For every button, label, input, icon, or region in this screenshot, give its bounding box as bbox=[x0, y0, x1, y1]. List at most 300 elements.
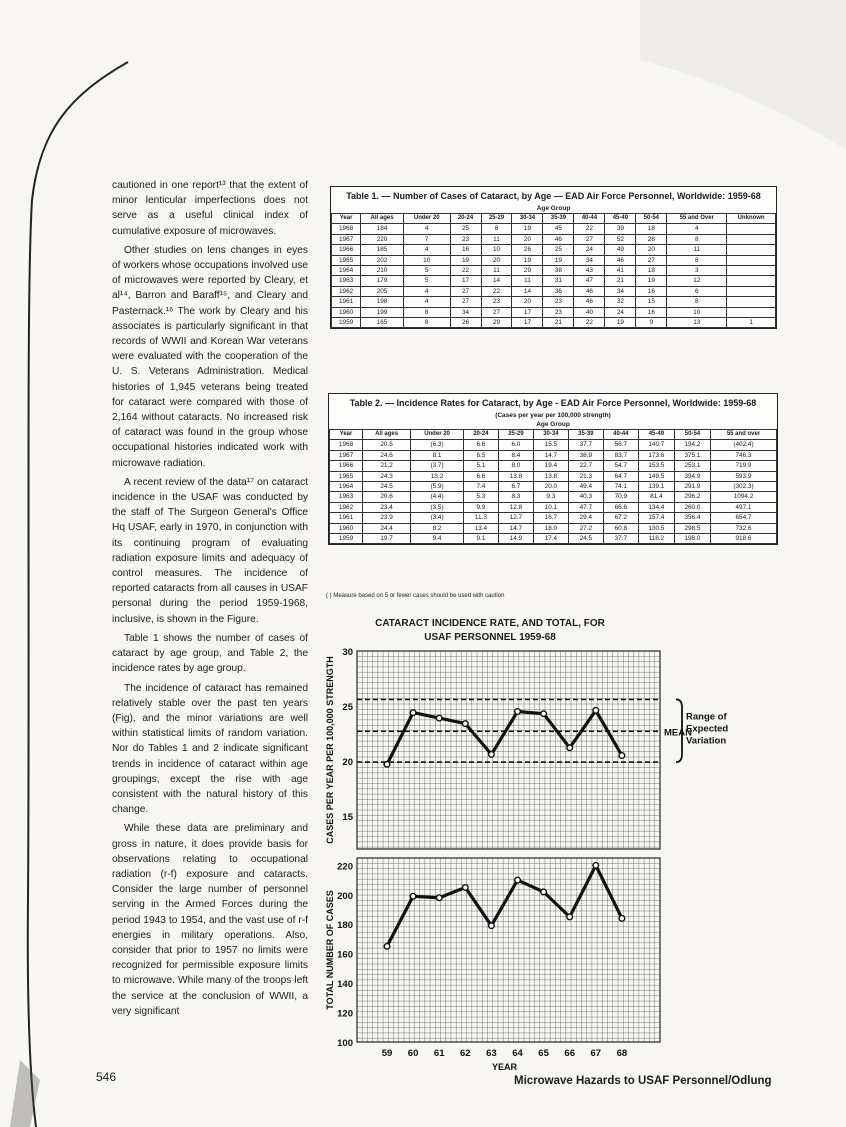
table-cell: 1963 bbox=[332, 276, 361, 286]
data-point bbox=[567, 914, 573, 920]
table-cell: 49 bbox=[605, 245, 636, 255]
table-cell: 19 bbox=[450, 255, 481, 265]
table-cell: 11.3 bbox=[463, 513, 498, 523]
table-cell: 1963 bbox=[330, 492, 363, 502]
table-cell: 46 bbox=[605, 255, 636, 265]
table-cell: 1965 bbox=[332, 255, 361, 265]
data-point bbox=[489, 752, 495, 758]
x-tick-label: 63 bbox=[486, 1048, 497, 1059]
data-point bbox=[489, 923, 495, 929]
data-point bbox=[410, 710, 416, 716]
table-cell: 1962 bbox=[332, 286, 361, 296]
y-tick-label: 20 bbox=[342, 757, 353, 768]
table-cell: 27.2 bbox=[568, 523, 603, 533]
table-cell: 1960 bbox=[332, 307, 361, 317]
table-1-title: Table 1. — Number of Cases of Cataract, by Age — EAD Air Force Personnel, Worldwide: 1959-68 bbox=[346, 191, 761, 201]
table-cell bbox=[727, 266, 776, 276]
table-cell: 37.7 bbox=[568, 440, 603, 450]
table-cell: (3.7) bbox=[411, 461, 464, 471]
table-cell: 23 bbox=[543, 307, 574, 317]
table-cell: 8.0 bbox=[498, 461, 533, 471]
table-cell: 12 bbox=[667, 276, 727, 286]
data-point bbox=[384, 762, 390, 768]
table-2 bbox=[328, 393, 778, 545]
data-point bbox=[384, 944, 390, 950]
table-cell: 8.1 bbox=[411, 450, 464, 460]
table-cell: 5.3 bbox=[463, 492, 498, 502]
table-cell: 18 bbox=[636, 266, 667, 276]
table-cell: 18.0 bbox=[533, 523, 568, 533]
table-cell: 23 bbox=[450, 234, 481, 244]
table-cell: 8 bbox=[667, 297, 727, 307]
table-row bbox=[330, 461, 777, 471]
table-cell: 13.4 bbox=[463, 523, 498, 533]
table-cell: 47.7 bbox=[568, 502, 603, 512]
table-cell: 9.9 bbox=[463, 502, 498, 512]
table-cell: 40 bbox=[574, 307, 605, 317]
table-cell: 19 bbox=[605, 318, 636, 328]
table-row bbox=[332, 224, 776, 234]
table-cell: 1960 bbox=[330, 523, 363, 533]
table-cell: 60.8 bbox=[603, 523, 638, 533]
table-cell: 27 bbox=[450, 286, 481, 296]
table-cell: 497.1 bbox=[710, 502, 776, 512]
x-tick-label: 62 bbox=[460, 1048, 471, 1059]
column-header: 40-44 bbox=[574, 214, 605, 224]
table-row bbox=[330, 450, 777, 460]
table-cell: 1959 bbox=[330, 534, 363, 544]
table-cell: 20.0 bbox=[533, 482, 568, 492]
table-cell: 74.1 bbox=[603, 482, 638, 492]
x-tick-label: 61 bbox=[433, 1048, 445, 1059]
table-cell: 21.2 bbox=[363, 461, 411, 471]
table-cell: 34 bbox=[450, 307, 481, 317]
table-cell: 27 bbox=[574, 234, 605, 244]
y-tick-label: 120 bbox=[337, 1008, 353, 1020]
table-cell: 10 bbox=[667, 307, 727, 317]
running-title: Microwave Hazards to USAF Personnel/Odlung bbox=[514, 1075, 772, 1087]
table-cell: 11 bbox=[667, 245, 727, 255]
table-cell: 7 bbox=[403, 234, 450, 244]
table-row bbox=[332, 245, 776, 255]
x-tick-label: 66 bbox=[564, 1048, 575, 1059]
table-cell: 23.4 bbox=[363, 502, 411, 512]
table-cell: 22 bbox=[450, 266, 481, 276]
plot-frame bbox=[357, 651, 660, 849]
table-cell: 83.7 bbox=[603, 450, 638, 460]
table-cell: 46 bbox=[574, 297, 605, 307]
table-cell: 356.4 bbox=[674, 513, 710, 523]
column-header: 50-54 bbox=[636, 214, 667, 224]
table-cell: 19 bbox=[512, 224, 543, 234]
x-tick-label: 64 bbox=[512, 1048, 523, 1059]
table-cell: 1967 bbox=[332, 234, 361, 244]
table-cell: 4 bbox=[403, 297, 450, 307]
table-cell: 130.5 bbox=[638, 523, 674, 533]
table-cell: 26 bbox=[512, 245, 543, 255]
table-cell: (402.4) bbox=[710, 440, 776, 450]
table-cell: 1962 bbox=[330, 502, 363, 512]
table-cell: 149.5 bbox=[638, 471, 674, 481]
table-row bbox=[330, 534, 777, 544]
table-row bbox=[332, 286, 776, 296]
table-cell: 1966 bbox=[330, 461, 363, 471]
table-cell: 11 bbox=[481, 234, 512, 244]
page-number: 546 bbox=[96, 1070, 117, 1084]
table-cell: 26 bbox=[450, 318, 481, 328]
column-header: All ages bbox=[363, 430, 411, 440]
table-cell: 6.6 bbox=[463, 471, 498, 481]
table-cell: 23 bbox=[543, 297, 574, 307]
y-tick-label: 25 bbox=[342, 702, 353, 713]
data-point bbox=[593, 708, 599, 714]
data-point bbox=[410, 893, 416, 899]
table-1 bbox=[330, 186, 777, 329]
table-cell: 140.7 bbox=[638, 440, 674, 450]
table-row bbox=[330, 523, 777, 533]
paragraph: Table 1 shows the number of cases of cataract by age group, and Table 2, the incidence rates by age group. bbox=[112, 632, 308, 675]
x-tick-label: 65 bbox=[538, 1048, 549, 1059]
table-2-note: ( ) Measure based on 5 or fewer cases should be used with caution bbox=[326, 593, 505, 599]
table-cell: 198 bbox=[361, 297, 404, 307]
table-cell: 1961 bbox=[330, 513, 363, 523]
column-header: 35-39 bbox=[568, 430, 603, 440]
table-cell: (3.5) bbox=[411, 502, 464, 512]
table-cell: 39 bbox=[605, 224, 636, 234]
table-cell: 1094.2 bbox=[710, 492, 776, 502]
table-cell: 22 bbox=[481, 286, 512, 296]
table-cell: 21.3 bbox=[568, 471, 603, 481]
table-cell: 153.5 bbox=[638, 461, 674, 471]
mean-label: MEAN bbox=[664, 727, 692, 739]
table-cell: 4 bbox=[403, 286, 450, 296]
table-cell: 52 bbox=[605, 234, 636, 244]
table-cell: 210 bbox=[361, 266, 404, 276]
table-cell: 20.5 bbox=[363, 440, 411, 450]
table-cell: 157.4 bbox=[638, 513, 674, 523]
table-cell: 1964 bbox=[330, 482, 363, 492]
table-cell: 4 bbox=[403, 224, 450, 234]
table-cell: (302.3) bbox=[710, 482, 776, 492]
table-cell: 394.9 bbox=[674, 471, 710, 481]
table-cell: 13 bbox=[667, 318, 727, 328]
table-cell: 18 bbox=[636, 224, 667, 234]
table-cell: 375.1 bbox=[674, 450, 710, 460]
table-row bbox=[330, 482, 777, 492]
table-cell: 8 bbox=[403, 307, 450, 317]
table-cell: 38.9 bbox=[568, 450, 603, 460]
table-cell: 11 bbox=[481, 266, 512, 276]
table-cell: 9 bbox=[636, 318, 667, 328]
table-cell: 5 bbox=[403, 266, 450, 276]
column-header: Unknown bbox=[727, 214, 776, 224]
y-tick-label: 100 bbox=[337, 1038, 353, 1049]
table-cell: 184 bbox=[361, 224, 404, 234]
table-cell: 12.7 bbox=[498, 513, 533, 523]
table-cell: 298.5 bbox=[674, 523, 710, 533]
column-header: Year bbox=[330, 430, 363, 440]
table-cell: 179 bbox=[361, 276, 404, 286]
column-header: 45-49 bbox=[638, 430, 674, 440]
table-cell: 139.1 bbox=[638, 482, 674, 492]
table-cell bbox=[727, 297, 776, 307]
table-cell: 15.5 bbox=[533, 440, 568, 450]
table-cell: 27 bbox=[636, 255, 667, 265]
table-cell: 54.7 bbox=[603, 461, 638, 471]
table-cell: 1964 bbox=[332, 266, 361, 276]
column-header: 55 and over bbox=[710, 430, 776, 440]
table-2-subtitle: (Cases per year per 100,000 strength) bbox=[495, 412, 611, 419]
table-row bbox=[332, 307, 776, 317]
body-text-column bbox=[112, 178, 308, 1023]
column-header: Under 20 bbox=[411, 430, 464, 440]
table-cell: 19 bbox=[543, 255, 574, 265]
column-header: 25-29 bbox=[498, 430, 533, 440]
y-tick-label: 220 bbox=[337, 861, 353, 873]
table-cell: 16 bbox=[636, 307, 667, 317]
table-cell: 10 bbox=[481, 245, 512, 255]
table-cell: 1966 bbox=[332, 245, 361, 255]
table-cell: 134.4 bbox=[638, 502, 674, 512]
table-cell: 173.6 bbox=[638, 450, 674, 460]
data-point bbox=[541, 711, 547, 717]
data-point bbox=[436, 715, 442, 721]
table-cell: 27 bbox=[450, 297, 481, 307]
table-cell: 185 bbox=[361, 245, 404, 255]
table-cell: 7.4 bbox=[463, 482, 498, 492]
table-row bbox=[332, 234, 776, 244]
table-cell: 20 bbox=[481, 255, 512, 265]
data-point bbox=[463, 885, 469, 891]
table-cell: 11 bbox=[512, 276, 543, 286]
table-cell: 291.9 bbox=[674, 482, 710, 492]
table-cell: 14 bbox=[481, 276, 512, 286]
table-cell: 6.5 bbox=[463, 450, 498, 460]
table-cell: 29 bbox=[481, 318, 512, 328]
table-cell: 43 bbox=[574, 266, 605, 276]
x-tick-label: 60 bbox=[407, 1048, 419, 1059]
table-cell: 22.7 bbox=[568, 461, 603, 471]
table-cell: 296.2 bbox=[674, 492, 710, 502]
column-header: 55 and Over bbox=[667, 214, 727, 224]
table-cell bbox=[727, 224, 776, 234]
figure-title-line-1: CATARACT INCIDENCE RATE, AND TOTAL, FOR bbox=[375, 618, 605, 629]
table-cell bbox=[727, 234, 776, 244]
table-cell: 29 bbox=[512, 266, 543, 276]
column-header: 20-24 bbox=[450, 214, 481, 224]
data-point bbox=[436, 895, 442, 901]
table-cell: 49.4 bbox=[568, 482, 603, 492]
column-header: Under 20 bbox=[403, 214, 450, 224]
table-cell: (6.3) bbox=[411, 440, 464, 450]
y-tick-label: 160 bbox=[337, 949, 353, 961]
table-cell: 19.7 bbox=[363, 534, 411, 544]
table-cell: 24 bbox=[574, 245, 605, 255]
data-point bbox=[515, 709, 521, 715]
table-cell: 22 bbox=[574, 224, 605, 234]
table-cell: (5.9) bbox=[411, 482, 464, 492]
column-header: 50-54 bbox=[674, 430, 710, 440]
table-1-group-header: Age Group bbox=[536, 205, 571, 212]
y-axis-label: TOTAL NUMBER OF CASES bbox=[325, 890, 335, 1010]
table-cell: 654.7 bbox=[710, 513, 776, 523]
table-1-grid bbox=[331, 213, 776, 328]
table-cell: 24 bbox=[605, 307, 636, 317]
table-cell: 27 bbox=[481, 307, 512, 317]
table-cell: 25 bbox=[543, 245, 574, 255]
table-cell: 17 bbox=[450, 276, 481, 286]
table-cell: 47 bbox=[574, 276, 605, 286]
table-cell: 36 bbox=[543, 286, 574, 296]
table-cell: 10 bbox=[403, 255, 450, 265]
table-cell: 46 bbox=[543, 234, 574, 244]
table-cell: 220 bbox=[361, 234, 404, 244]
table-cell: 24.5 bbox=[363, 482, 411, 492]
table-cell: 8 bbox=[667, 255, 727, 265]
table-cell: 24.4 bbox=[363, 523, 411, 533]
table-cell: 165 bbox=[361, 318, 404, 328]
table-cell bbox=[727, 286, 776, 296]
data-point bbox=[593, 863, 599, 869]
table-cell: 19 bbox=[512, 255, 543, 265]
table-cell: 1968 bbox=[330, 440, 363, 450]
figure-title-line-2: USAF PERSONNEL 1959-68 bbox=[424, 632, 556, 643]
table-cell: 6.6 bbox=[463, 440, 498, 450]
paragraph: cautioned in one report¹³ that the extent of minor lenticular imperfections does not serve as a useful clinical index of cumulative exposure of microwaves. bbox=[112, 180, 308, 237]
table-cell: 16 bbox=[636, 286, 667, 296]
table-cell: 15 bbox=[636, 297, 667, 307]
table-cell: 34 bbox=[574, 255, 605, 265]
table-cell: 20 bbox=[512, 234, 543, 244]
column-header: Year bbox=[332, 214, 361, 224]
table-cell: 8 bbox=[667, 234, 727, 244]
table-cell: 38 bbox=[543, 266, 574, 276]
table-row bbox=[330, 492, 777, 502]
table-cell: 14 bbox=[512, 286, 543, 296]
table-cell: 14.9 bbox=[498, 534, 533, 544]
table-cell: 6.7 bbox=[498, 482, 533, 492]
table-cell: 253.1 bbox=[674, 461, 710, 471]
table-row bbox=[330, 471, 777, 481]
table-cell: 25 bbox=[450, 224, 481, 234]
table-cell: 28 bbox=[636, 234, 667, 244]
table-cell: 21 bbox=[605, 276, 636, 286]
range-bracket bbox=[676, 699, 682, 762]
table-cell: 41 bbox=[605, 266, 636, 276]
table-cell: 22 bbox=[574, 318, 605, 328]
table-cell: 66.6 bbox=[603, 502, 638, 512]
data-point bbox=[567, 745, 573, 751]
table-cell: (4.4) bbox=[411, 492, 464, 502]
table-cell bbox=[727, 245, 776, 255]
x-tick-label: 59 bbox=[381, 1048, 393, 1059]
table-cell: 1959 bbox=[332, 318, 361, 328]
table-cell: 6 bbox=[667, 286, 727, 296]
y-tick-label: 140 bbox=[337, 979, 353, 991]
table-2-group-header: Age Group bbox=[536, 421, 570, 428]
table-cell: 719.9 bbox=[710, 461, 776, 471]
table-cell: 12.8 bbox=[498, 502, 533, 512]
table-cell: 260.0 bbox=[674, 502, 710, 512]
table-cell: 198.0 bbox=[674, 534, 710, 544]
table-cell: 9.4 bbox=[411, 534, 464, 544]
table-cell bbox=[727, 307, 776, 317]
data-point bbox=[619, 916, 625, 922]
table-cell: 70.9 bbox=[603, 492, 638, 502]
table-row bbox=[330, 440, 777, 450]
y-tick-label: 180 bbox=[337, 920, 353, 932]
table-row bbox=[332, 297, 776, 307]
table-cell: 16 bbox=[450, 245, 481, 255]
column-header: 35-39 bbox=[543, 214, 574, 224]
x-tick-label: 67 bbox=[590, 1048, 602, 1059]
table-row bbox=[330, 502, 777, 512]
y-tick-label: 200 bbox=[337, 890, 353, 902]
table-cell: 13.8 bbox=[498, 471, 533, 481]
table-cell: 46 bbox=[574, 286, 605, 296]
table-cell: 8 bbox=[403, 318, 450, 328]
y-tick-label: 15 bbox=[342, 812, 353, 823]
column-header: 40-44 bbox=[603, 430, 638, 440]
y-tick-label: 30 bbox=[342, 647, 353, 658]
table-cell: 14.7 bbox=[533, 450, 568, 460]
table-cell: 746.3 bbox=[710, 450, 776, 460]
table-cell: 23.9 bbox=[363, 513, 411, 523]
table-cell: 17 bbox=[512, 307, 543, 317]
data-point bbox=[619, 753, 625, 759]
table-cell: 20 bbox=[512, 297, 543, 307]
column-header: 30-34 bbox=[512, 214, 543, 224]
table-cell bbox=[727, 276, 776, 286]
range-label-line: Range of bbox=[686, 711, 727, 723]
table-cell: 593.9 bbox=[710, 471, 776, 481]
table-cell: 194.2 bbox=[674, 440, 710, 450]
x-axis-label: YEAR bbox=[491, 1062, 517, 1072]
table-cell: 17 bbox=[512, 318, 543, 328]
table-cell: 8.2 bbox=[411, 523, 464, 533]
table-cell: 1 bbox=[727, 318, 776, 328]
table-cell: 19.4 bbox=[533, 461, 568, 471]
table-row bbox=[332, 318, 776, 328]
table-cell: 81.4 bbox=[638, 492, 674, 502]
table-cell: 118.2 bbox=[638, 534, 674, 544]
table-cell: 21 bbox=[543, 318, 574, 328]
table-cell: 202 bbox=[361, 255, 404, 265]
table-cell: 3 bbox=[667, 266, 727, 276]
table-cell: 24.6 bbox=[363, 450, 411, 460]
table-cell: 16.7 bbox=[533, 513, 568, 523]
table-cell bbox=[727, 255, 776, 265]
table-cell: 37.7 bbox=[603, 534, 638, 544]
table-cell: 1961 bbox=[332, 297, 361, 307]
table-cell: 67.2 bbox=[603, 513, 638, 523]
table-cell: 8.3 bbox=[498, 492, 533, 502]
table-cell: 9.1 bbox=[463, 534, 498, 544]
paragraph: The incidence of cataract has remained relatively stable over the past ten years (Fig), and the minor variations are well within statistical limits of random variation. Nor do Tables 1 and 2 indicate significant trends in incidence of cataract within age groupings, except the rise with age consistent with the natural history of this change. bbox=[112, 682, 308, 816]
table-cell: 20 bbox=[636, 245, 667, 255]
paragraph: Other studies on lens changes in eyes of workers whose occupations involved use of microwaves were reported by Cleary, et al¹⁴, Barron and Baraff¹⁵, and Cleary and Pasternack.¹⁶ The work by Cleary and his associates is particularly significant in that records of WWII and Korean War veterans were evaluated with the cooperation of the U. S. Veterans Administration. Medical histories of 1,945 veterans being treated for cataract were compared with those of 2,164 without cataracts. No increased risk of cataract was found in the group whose occupational histories indicated work with microwave radiation. bbox=[112, 244, 308, 469]
table-cell: 32 bbox=[605, 297, 636, 307]
table-row bbox=[332, 276, 776, 286]
table-cell: 56.7 bbox=[603, 440, 638, 450]
table-cell: 205 bbox=[361, 286, 404, 296]
table-cell: 1968 bbox=[332, 224, 361, 234]
table-2-grid bbox=[329, 429, 777, 544]
table-cell: 29.4 bbox=[568, 513, 603, 523]
table-cell: 23 bbox=[481, 297, 512, 307]
table-cell: 24.3 bbox=[363, 471, 411, 481]
table-cell: 918.6 bbox=[710, 534, 776, 544]
